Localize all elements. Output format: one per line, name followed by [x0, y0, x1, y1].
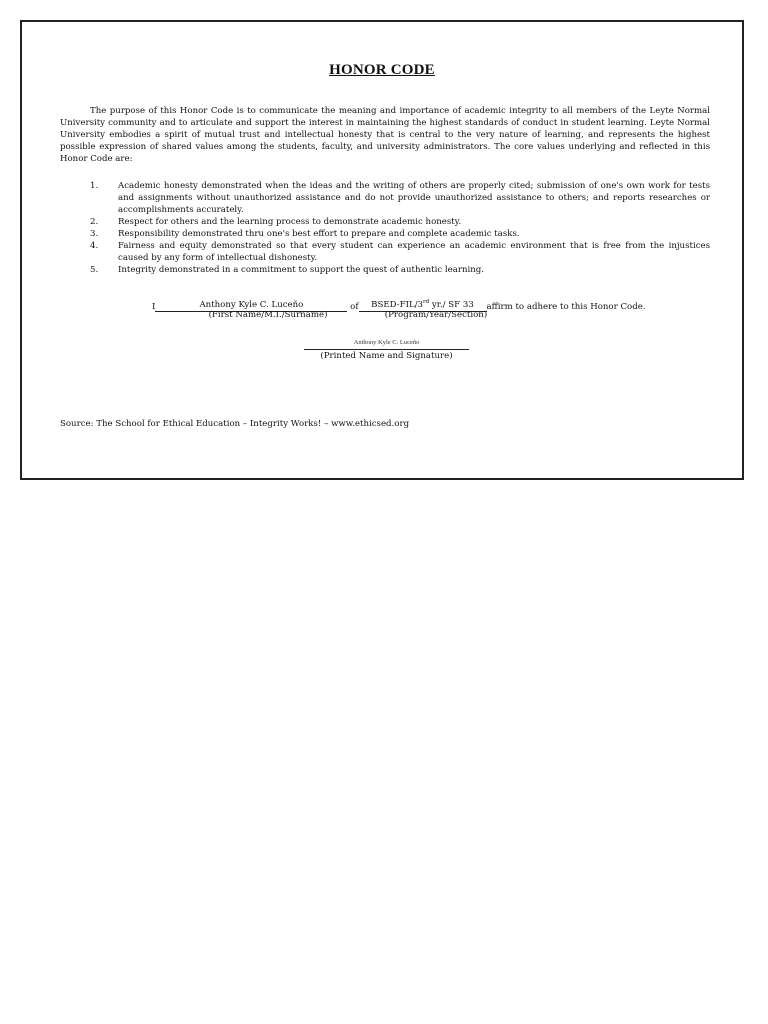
name-field[interactable]: Anthony Kyle C. Luceño	[155, 300, 347, 312]
list-item-text: Respect for others and the learning process to demonstrate academic honesty.	[118, 217, 462, 227]
list-item-number: 3.	[90, 229, 99, 239]
list-item-text: Fairness and equity demonstrated so that every student can experience an academic environment that is free from the injustices caused by any form of intellectual dishonesty.	[118, 241, 710, 263]
source-line: Source: The School for Ethical Education – Integrity Works! – www.ethicsed.org	[60, 419, 410, 429]
list-item-text: Academic honesty demonstrated when the ideas and the writing of others are properly cited; submission of one's own work for tests and assignments without unauthorized assistance and do not provide unauthorized assistance to others; and reports researches or accomplishments accurately.	[118, 181, 710, 215]
program-superscript: rd	[423, 299, 430, 305]
pledge-suffix: affirm to adhere to this Honor Code.	[486, 301, 646, 312]
list-item	[60, 264, 710, 276]
program-rest: yr./ SF 33	[429, 299, 474, 310]
signature-caption: (Printed Name and Signature)	[320, 351, 453, 361]
list-item-number: 2.	[90, 217, 99, 227]
signature-field[interactable]: Anthony Kyle C. Luceño	[304, 338, 469, 350]
pledge-prefix: I	[152, 301, 156, 312]
list-item	[60, 180, 710, 216]
list-item-number: 4.	[90, 241, 99, 251]
list-item-text: Integrity demonstrated in a commitment to support the quest of authentic learning.	[118, 265, 485, 275]
list-item	[60, 240, 710, 264]
program-main: BSED-FIL/3	[371, 299, 424, 310]
core-values-list	[60, 180, 710, 276]
list-item-text: Responsibility demonstrated thru one's best effort to prepare and complete academic tasks.	[118, 229, 520, 239]
document-frame	[20, 20, 744, 480]
list-item-number: 5.	[90, 265, 99, 275]
list-item-number: 1.	[90, 181, 99, 191]
document-title: HONOR CODE	[329, 62, 435, 78]
pledge-of: of	[350, 301, 359, 312]
list-item	[60, 216, 710, 228]
intro-paragraph: The purpose of this Honor Code is to communicate the meaning and importance of academic integrity to all members of the Leyte Normal University community and to articulate and support the interest in maintaining the highest standards of conduct in student learning. Leyte Normal University embodies a spirit of mutual trust and intellectual honesty that is central to the very nature of learning, and represents the highest possible expression of shared values among the students, faculty, and university administrators. The core values underlying and reflected in this Honor Code are:	[60, 106, 710, 164]
list-item	[60, 228, 710, 240]
program-caption: (Program/Year/Section)	[384, 310, 488, 320]
name-caption: (First Name/M.I./Surname)	[208, 310, 328, 320]
